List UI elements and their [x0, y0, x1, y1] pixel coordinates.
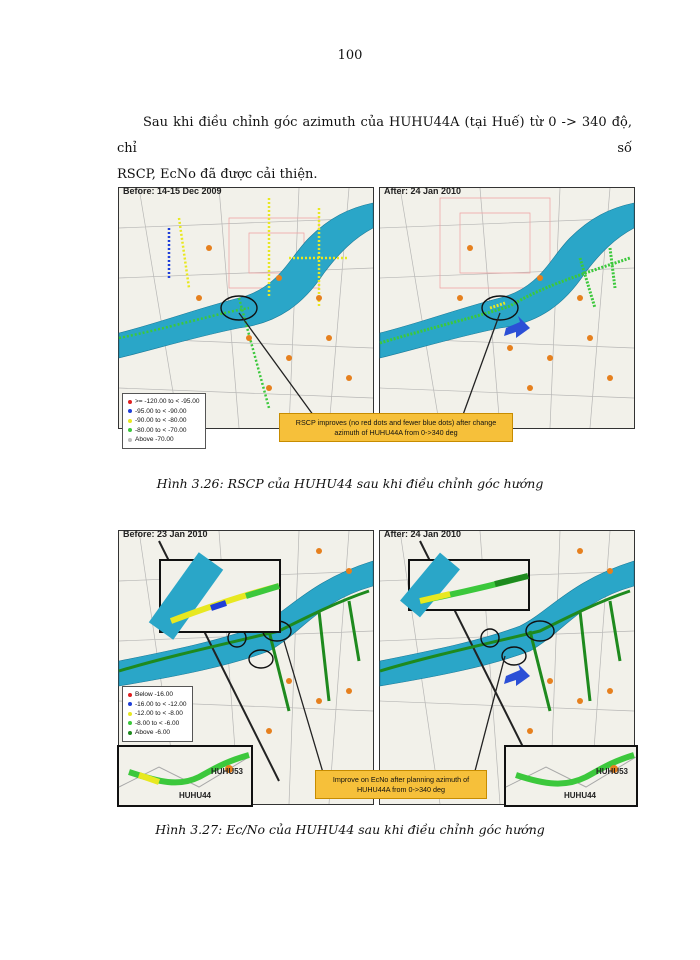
inset-label-huhu44: HUHU44 [564, 791, 597, 800]
legend-swatch [128, 409, 132, 413]
legend-row [128, 690, 187, 700]
legend-label: -16.00 to < -12.00 [135, 700, 187, 708]
legend-label: Above -6.00 [135, 729, 171, 736]
before-title-2: Before: 23 Jan 2010 [123, 529, 208, 539]
paragraph-line-2: RSCP, EcNo đã được cải thiện. [117, 167, 318, 182]
inset-label-huhu44: HUHU44 [179, 791, 212, 800]
legend-row [128, 397, 200, 407]
inset-label-huhu53: HUHU53 [596, 767, 629, 776]
legend-label: -80.00 to < -70.00 [135, 426, 187, 434]
legend-swatch [128, 721, 132, 725]
figure-2-caption: Hình 3.27: Ec/No của HUHU44 sau khi điều chỉnh góc hướng [155, 822, 545, 837]
legend-label: -12.00 to < -8.00 [135, 710, 183, 717]
legend-swatch [128, 400, 132, 404]
legend-row [128, 435, 200, 445]
figure-1-caption: Hình 3.26: RSCP của HUHU44 sau khi điều chỉnh góc hướng [156, 476, 544, 491]
inset-top-before [159, 559, 281, 633]
before-title-1: Before: 14-15 Dec 2009 [123, 186, 222, 196]
inset-top-after [408, 559, 530, 611]
legend-swatch [128, 712, 132, 716]
map-after-rscp [379, 187, 635, 429]
legend-swatch [128, 419, 132, 423]
inset-bottom-after [504, 745, 638, 807]
legend-row [128, 426, 200, 436]
legend-row [128, 407, 200, 417]
legend-swatch [128, 731, 132, 735]
ecno-legend [122, 686, 193, 742]
ecno-callout: Improve on EcNo after planning azimuth of HUHU44A from 0->340 deg [315, 770, 487, 799]
inset-label-huhu53: HUHU53 [211, 767, 244, 776]
rscp-callout: RSCP improves (no red dots and fewer blue dots) after change azimuth of HUHU44A from 0->340 deg [279, 413, 513, 442]
map-before-ecno [118, 530, 374, 805]
paragraph-line-1: Sau khi điều chỉnh góc azimuth của HUHU44A (tại Huế) từ 0 -> 340 độ, chỉ số [117, 115, 632, 156]
inset-canvas [161, 561, 279, 631]
legend-row [128, 728, 187, 738]
map-canvas [119, 188, 373, 428]
page-number: 100 [337, 48, 363, 63]
legend-row [128, 700, 187, 710]
legend-row [128, 719, 187, 729]
legend-label: -90.00 to < -80.00 [135, 417, 187, 424]
legend-row [128, 416, 200, 426]
legend-label: -8.00 to < -6.00 [135, 719, 180, 727]
legend-swatch [128, 702, 132, 706]
legend-label: Below -16.00 [135, 691, 173, 698]
after-title-1: After: 24 Jan 2010 [384, 186, 462, 196]
legend-row [128, 709, 187, 719]
legend-swatch [128, 438, 132, 442]
inset-canvas [410, 561, 528, 609]
body-paragraph [117, 110, 632, 188]
legend-label: -95.00 to < -90.00 [135, 407, 187, 415]
inset-bottom-before [117, 745, 253, 807]
map-before-rscp [118, 186, 374, 443]
legend-label: >= -120.00 to < -95.00 [135, 398, 200, 405]
map-after-ecno [379, 530, 635, 805]
map-canvas [380, 188, 634, 428]
legend-label: Above -70.00 [135, 436, 174, 443]
after-title-2: After: 24 Jan 2010 [384, 529, 462, 539]
legend-swatch [128, 693, 132, 697]
rscp-legend [122, 393, 206, 449]
legend-swatch [128, 428, 132, 432]
